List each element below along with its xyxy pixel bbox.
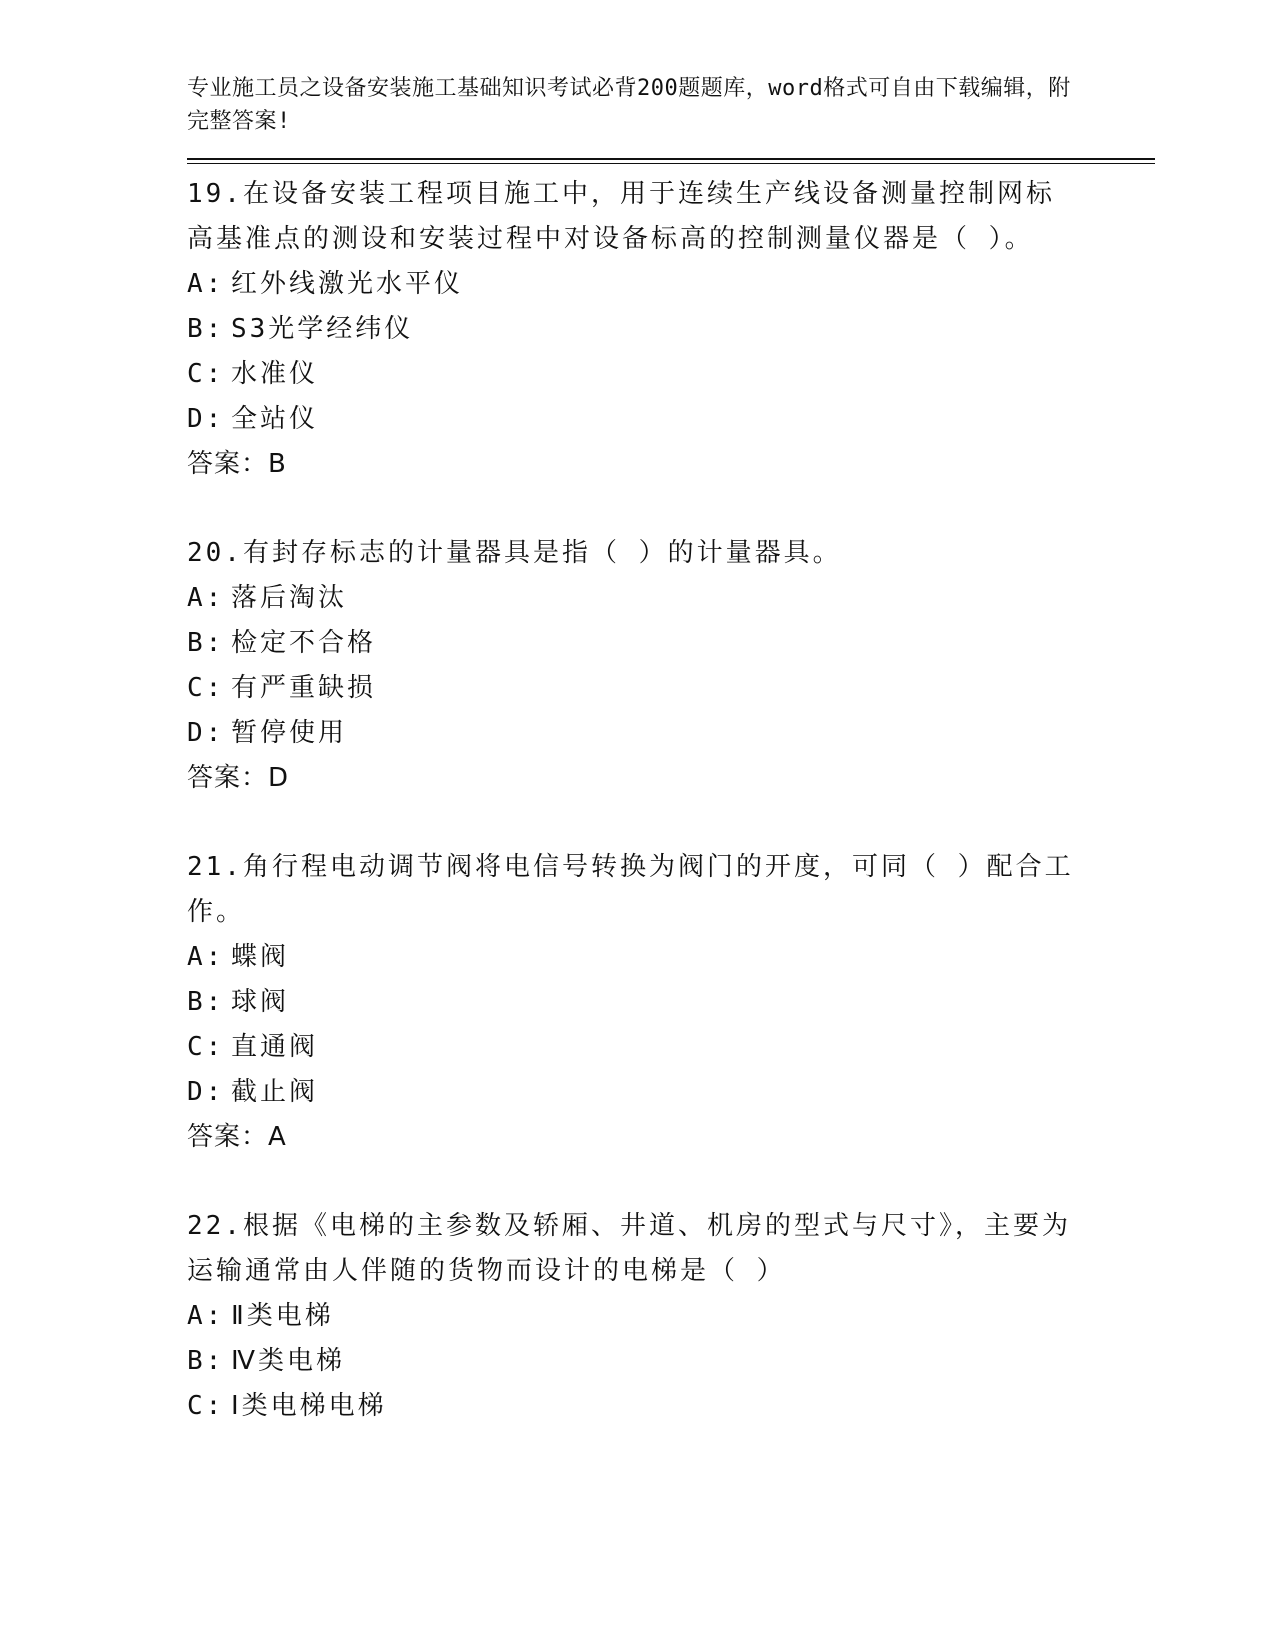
option-d (187, 397, 1152, 442)
option-a (187, 576, 1152, 621)
option-letter: B: (187, 987, 225, 1017)
question-22 (187, 1204, 1152, 1429)
option-letter: A: (187, 942, 225, 972)
option-d (187, 711, 1152, 756)
option-letter: B: (187, 314, 225, 344)
option-letter: B: (187, 1346, 225, 1376)
option-c (187, 352, 1152, 397)
option-letter: A: (187, 583, 225, 613)
answer-line: 答案：B (187, 449, 287, 479)
option-letter: C: (187, 673, 225, 703)
question-21 (187, 845, 1152, 1160)
document-page (187, 72, 1152, 1473)
option-text: Ⅰ类电梯电梯 (231, 1391, 387, 1421)
option-a (187, 262, 1152, 307)
option-a (187, 1294, 1152, 1339)
question-stem: 19.在设备安装工程项目施工中，用于连续生产线设备测量控制网标高基准点的测设和安装过程中对设备标高的控制测量仪器是（ ）。 (187, 179, 1055, 254)
option-letter: D: (187, 718, 225, 748)
option-letter: A: (187, 1301, 225, 1331)
question-stem: 21.角行程电动调节阀将电信号转换为阀门的开度，可同（ ）配合工作。 (187, 852, 1074, 927)
option-text: 检定不合格 (231, 628, 377, 658)
option-letter: D: (187, 404, 225, 434)
option-c (187, 1025, 1152, 1070)
question-19 (187, 172, 1152, 487)
answer-line: 答案：D (187, 763, 290, 793)
option-letter: D: (187, 1077, 225, 1107)
option-text: 全站仪 (231, 404, 319, 434)
option-b (187, 621, 1152, 666)
option-text: 落后淘汰 (231, 583, 348, 613)
header-divider (187, 158, 1155, 164)
answer-line: 答案：A (187, 1122, 287, 1152)
option-b (187, 1339, 1152, 1384)
option-letter: B: (187, 628, 225, 658)
document-header: 专业施工员之设备安装施工基础知识考试必背200题题库，word格式可自由下载编辑，附完整答案! (187, 76, 1071, 134)
option-letter: A: (187, 269, 225, 299)
option-text: 球阀 (231, 987, 290, 1017)
option-letter: C: (187, 359, 225, 389)
option-text: S3光学经纬仪 (231, 314, 414, 344)
option-text: Ⅳ类电梯 (231, 1346, 345, 1376)
option-text: 截止阀 (231, 1077, 319, 1107)
option-letter: C: (187, 1032, 225, 1062)
option-b (187, 980, 1152, 1025)
option-text: Ⅱ类电梯 (231, 1301, 334, 1331)
question-20 (187, 531, 1152, 801)
question-stem: 20.有封存标志的计量器具是指（ ）的计量器具。 (187, 538, 842, 568)
option-text: 红外线激光水平仪 (231, 269, 464, 299)
option-text: 有严重缺损 (231, 673, 377, 703)
question-list (187, 172, 1152, 1429)
option-letter: C: (187, 1391, 225, 1421)
option-text: 水准仪 (231, 359, 319, 389)
option-a (187, 935, 1152, 980)
option-text: 蝶阀 (231, 942, 290, 972)
option-text: 暂停使用 (231, 718, 348, 748)
option-b (187, 307, 1152, 352)
option-c (187, 666, 1152, 711)
option-c (187, 1384, 1152, 1429)
option-text: 直通阀 (231, 1032, 319, 1062)
question-stem: 22.根据《电梯的主参数及轿厢、井道、机房的型式与尺寸》，主要为运输通常由人伴随的货物而设计的电梯是（ ） (187, 1211, 1071, 1286)
option-d (187, 1070, 1152, 1115)
